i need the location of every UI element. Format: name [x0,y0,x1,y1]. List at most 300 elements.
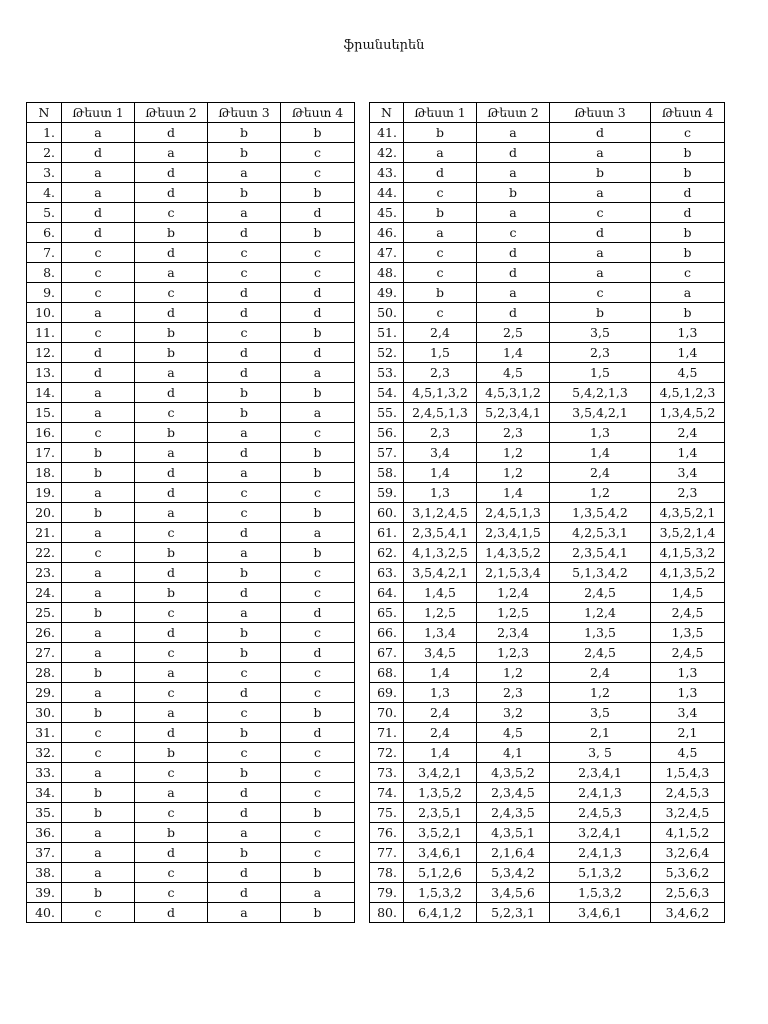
test-1-answer: c [62,423,135,443]
test-4-answer: 1,3 [651,663,725,683]
question-number: 28. [27,663,62,683]
test-4-answer: 1,3,4,5,2 [651,403,725,423]
table-row [27,363,355,383]
test-1-answer: b [62,503,135,523]
table-row [27,863,355,883]
question-number: 50. [370,303,404,323]
test-1-answer: 1,4,5 [404,583,477,603]
table-row [27,183,355,203]
test-1-answer: d [62,203,135,223]
test-4-answer: 3,2,6,4 [651,843,725,863]
table-row [27,903,355,923]
test-3-answer: c [208,503,281,523]
test-1-answer: 1,5,3,2 [404,883,477,903]
test-3-answer: 1,2 [550,483,651,503]
table-row [27,583,355,603]
test-4-answer: 4,5 [651,743,725,763]
test-3-answer: c [550,203,651,223]
test-2-answer: 5,2,3,1 [477,903,550,923]
test-1-answer: c [62,723,135,743]
test-3-answer: a [208,543,281,563]
test-2-answer: b [135,543,208,563]
test-4-answer: b [281,323,355,343]
test-2-answer: c [135,863,208,883]
table-row [370,443,725,463]
test-4-answer: b [281,123,355,143]
test-1-answer: 1,3 [404,483,477,503]
table-row [370,683,725,703]
test-3-answer: 3, 5 [550,743,651,763]
test-1-answer: 5,1,2,6 [404,863,477,883]
test-2-answer: a [135,263,208,283]
test-4-answer: 3,4 [651,463,725,483]
test-4-answer: c [281,483,355,503]
test-4-answer: d [281,283,355,303]
test-4-answer: b [281,863,355,883]
test-3-answer: d [208,803,281,823]
question-number: 52. [370,343,404,363]
test-3-answer: d [208,283,281,303]
test-2-answer: 3,4,5,6 [477,883,550,903]
test-4-answer: b [651,143,725,163]
table-row [27,323,355,343]
table-row [370,663,725,683]
test-2-answer: d [135,163,208,183]
test-2-answer: 4,3,5,2 [477,763,550,783]
question-number: 49. [370,283,404,303]
test-4-answer: c [281,783,355,803]
question-number: 38. [27,863,62,883]
test-2-answer: c [477,223,550,243]
test-2-answer: d [477,303,550,323]
question-number: 19. [27,483,62,503]
table-row [27,543,355,563]
header-test-1: Թեստ 1 [62,103,135,123]
test-4-answer: d [281,303,355,323]
test-3-answer: d [208,363,281,383]
question-number: 74. [370,783,404,803]
test-2-answer: a [135,143,208,163]
test-2-answer: 1,2,5 [477,603,550,623]
table-row [370,843,725,863]
test-3-answer: d [208,223,281,243]
test-3-answer: 3,2,4,1 [550,823,651,843]
test-4-answer: c [281,663,355,683]
question-number: 71. [370,723,404,743]
question-number: 79. [370,883,404,903]
test-4-answer: b [281,223,355,243]
test-1-answer: a [62,563,135,583]
test-1-answer: a [404,143,477,163]
table-row [370,583,725,603]
test-4-answer: c [281,843,355,863]
test-4-answer: 4,1,3,5,2 [651,563,725,583]
test-1-answer: c [404,303,477,323]
test-2-answer: b [135,743,208,763]
test-3-answer: a [208,163,281,183]
question-number: 65. [370,603,404,623]
test-3-answer: 2,4,1,3 [550,783,651,803]
test-3-answer: 1,4 [550,443,651,463]
test-2-answer: c [135,403,208,423]
table-row [27,303,355,323]
question-number: 8. [27,263,62,283]
test-3-answer: d [208,683,281,703]
question-number: 13. [27,363,62,383]
test-2-answer: d [135,183,208,203]
question-number: 2. [27,143,62,163]
table-row [27,563,355,583]
test-3-answer: b [208,643,281,663]
test-3-answer: d [208,783,281,803]
test-1-answer: 1,2,5 [404,603,477,623]
test-2-answer: c [135,763,208,783]
test-1-answer: a [62,823,135,843]
test-1-answer: 1,3,4 [404,623,477,643]
question-number: 9. [27,283,62,303]
test-3-answer: 3,5 [550,703,651,723]
test-4-answer: c [281,163,355,183]
test-4-answer: b [281,703,355,723]
table-row [370,783,725,803]
table-row [27,663,355,683]
test-3-answer: a [208,203,281,223]
table-row [27,123,355,143]
test-1-answer: d [62,343,135,363]
test-2-answer: d [135,463,208,483]
test-3-answer: 2,4,5,3 [550,803,651,823]
test-2-answer: a [477,163,550,183]
test-2-answer: c [135,883,208,903]
test-3-answer: 3,4,6,1 [550,903,651,923]
table-row [370,363,725,383]
question-number: 57. [370,443,404,463]
test-1-answer: b [404,203,477,223]
test-3-answer: c [208,663,281,683]
test-4-answer: 2,4,5 [651,643,725,663]
table-row [370,383,725,403]
question-number: 75. [370,803,404,823]
table-row [27,263,355,283]
header-n: N [370,103,404,123]
test-3-answer: 1,3,5 [550,623,651,643]
test-4-answer: c [281,823,355,843]
table-row [27,823,355,843]
question-number: 14. [27,383,62,403]
question-number: 34. [27,783,62,803]
test-3-answer: 1,3 [550,423,651,443]
table-row [370,883,725,903]
table-row [370,863,725,883]
test-3-answer: 2,3 [550,343,651,363]
question-number: 27. [27,643,62,663]
question-number: 20. [27,503,62,523]
test-1-answer: 3,4 [404,443,477,463]
question-number: 40. [27,903,62,923]
table-row [27,643,355,663]
test-2-answer: b [135,823,208,843]
table-row [370,723,725,743]
test-2-answer: b [135,423,208,443]
test-3-answer: a [550,183,651,203]
table-row [370,823,725,843]
test-1-answer: 3,4,6,1 [404,843,477,863]
header-test-1: Թեստ 1 [404,103,477,123]
header-row [370,103,725,123]
header-test-4: Թեստ 4 [281,103,355,123]
test-4-answer: b [651,163,725,183]
answer-table-left [26,102,355,923]
test-3-answer: d [550,123,651,143]
table-row [370,703,725,723]
test-2-answer: c [135,683,208,703]
table-row [370,123,725,143]
test-4-answer: c [651,123,725,143]
test-2-answer: 1,2 [477,463,550,483]
test-3-answer: 2,4 [550,463,651,483]
test-4-answer: 2,3 [651,483,725,503]
test-2-answer: 2,1,5,3,4 [477,563,550,583]
table-row [27,803,355,823]
question-number: 60. [370,503,404,523]
question-number: 35. [27,803,62,823]
test-2-answer: 2,3,4,5 [477,783,550,803]
test-2-answer: d [477,143,550,163]
page-title: ֆրանսերեն [343,38,425,53]
test-1-answer: c [62,283,135,303]
question-number: 18. [27,463,62,483]
test-1-answer: 1,4 [404,463,477,483]
test-3-answer: 1,3,5,4,2 [550,503,651,523]
question-number: 64. [370,583,404,603]
test-1-answer: a [62,863,135,883]
question-number: 61. [370,523,404,543]
test-2-answer: 1,2 [477,663,550,683]
test-2-answer: c [135,283,208,303]
test-3-answer: 2,4,5 [550,583,651,603]
test-3-answer: a [550,143,651,163]
table-row [27,503,355,523]
test-4-answer: 3,2,4,5 [651,803,725,823]
test-3-answer: 2,4,5 [550,643,651,663]
test-2-answer: b [135,323,208,343]
test-2-answer: a [135,783,208,803]
test-2-answer: a [135,703,208,723]
test-1-answer: 3,4,2,1 [404,763,477,783]
test-4-answer: c [281,683,355,703]
test-4-answer: b [651,303,725,323]
test-2-answer: c [135,803,208,823]
table-row [370,603,725,623]
test-1-answer: a [62,583,135,603]
table-row [27,483,355,503]
table-row [370,323,725,343]
question-number: 68. [370,663,404,683]
test-1-answer: 1,4 [404,663,477,683]
question-number: 73. [370,763,404,783]
test-3-answer: d [208,523,281,543]
table-row [370,203,725,223]
header-n: N [27,103,62,123]
test-4-answer: 1,3 [651,683,725,703]
test-4-answer: c [281,583,355,603]
table-row [370,223,725,243]
test-4-answer: a [651,283,725,303]
test-4-answer: 4,1,5,3,2 [651,543,725,563]
test-3-answer: 4,2,5,3,1 [550,523,651,543]
test-2-answer: d [135,303,208,323]
test-3-answer: c [208,743,281,763]
test-1-answer: a [62,303,135,323]
test-4-answer: a [281,523,355,543]
test-4-answer: d [281,643,355,663]
test-1-answer: 3,4,5 [404,643,477,663]
question-number: 21. [27,523,62,543]
test-2-answer: b [135,223,208,243]
test-2-answer: a [135,663,208,683]
test-4-answer: b [281,383,355,403]
table-row [370,623,725,643]
test-2-answer: 2,1,6,4 [477,843,550,863]
test-4-answer: 4,3,5,2,1 [651,503,725,523]
test-1-answer: 3,1,2,4,5 [404,503,477,523]
test-1-answer: b [404,123,477,143]
test-1-answer: d [62,223,135,243]
test-4-answer: 2,4,5 [651,603,725,623]
test-4-answer: 1,3 [651,323,725,343]
test-1-answer: c [404,263,477,283]
question-number: 67. [370,643,404,663]
test-4-answer: b [281,183,355,203]
question-number: 17. [27,443,62,463]
test-2-answer: d [135,623,208,643]
test-4-answer: b [281,803,355,823]
test-1-answer: c [62,743,135,763]
test-2-answer: 1,4 [477,483,550,503]
question-number: 44. [370,183,404,203]
table-row [370,803,725,823]
question-number: 76. [370,823,404,843]
test-2-answer: 4,5,3,1,2 [477,383,550,403]
table-row [27,283,355,303]
test-3-answer: 2,4 [550,663,651,683]
question-number: 58. [370,463,404,483]
test-4-answer: b [281,903,355,923]
question-number: 39. [27,883,62,903]
test-1-answer: b [404,283,477,303]
test-3-answer: b [208,123,281,143]
test-2-answer: d [135,903,208,923]
test-1-answer: a [62,403,135,423]
test-3-answer: c [208,323,281,343]
test-2-answer: 2,3,4 [477,623,550,643]
test-2-answer: c [135,603,208,623]
test-1-answer: a [62,643,135,663]
test-3-answer: d [208,863,281,883]
test-1-answer: b [62,663,135,683]
table-row [370,643,725,663]
test-3-answer: b [208,763,281,783]
test-1-answer: c [62,903,135,923]
test-2-answer: d [477,263,550,283]
question-number: 53. [370,363,404,383]
test-2-answer: 5,3,4,2 [477,863,550,883]
question-number: 56. [370,423,404,443]
test-1-answer: c [404,183,477,203]
test-2-answer: 2,3,4,1,5 [477,523,550,543]
table-row [27,703,355,723]
question-number: 55. [370,403,404,423]
test-4-answer: d [651,203,725,223]
test-4-answer: d [281,603,355,623]
test-3-answer: 2,3,5,4,1 [550,543,651,563]
test-2-answer: 2,5 [477,323,550,343]
test-1-answer: b [62,463,135,483]
test-3-answer: c [208,263,281,283]
header-test-3: Թեստ 3 [208,103,281,123]
question-number: 23. [27,563,62,583]
test-3-answer: c [208,703,281,723]
test-3-answer: 5,1,3,2 [550,863,651,883]
test-1-answer: 2,4 [404,703,477,723]
question-number: 70. [370,703,404,723]
question-number: 11. [27,323,62,343]
table-row [370,343,725,363]
test-1-answer: c [62,323,135,343]
question-number: 59. [370,483,404,503]
test-1-answer: 6,4,1,2 [404,903,477,923]
test-4-answer: 1,5,4,3 [651,763,725,783]
test-3-answer: b [208,403,281,423]
table-row [27,623,355,643]
table-row [27,843,355,863]
test-2-answer: 4,5 [477,723,550,743]
question-number: 48. [370,263,404,283]
test-3-answer: b [208,623,281,643]
test-1-answer: a [62,183,135,203]
question-number: 46. [370,223,404,243]
question-number: 12. [27,343,62,363]
test-3-answer: d [550,223,651,243]
table-row [370,423,725,443]
test-4-answer: 1,4 [651,343,725,363]
test-1-answer: a [62,623,135,643]
question-number: 37. [27,843,62,863]
table-row [370,403,725,423]
test-1-answer: d [62,143,135,163]
test-3-answer: a [208,423,281,443]
question-number: 36. [27,823,62,843]
test-4-answer: 4,5 [651,363,725,383]
test-3-answer: 3,5 [550,323,651,343]
test-1-answer: c [404,243,477,263]
question-number: 25. [27,603,62,623]
header-row [27,103,355,123]
test-2-answer: d [135,243,208,263]
test-3-answer: b [208,563,281,583]
test-4-answer: a [281,363,355,383]
question-number: 30. [27,703,62,723]
test-4-answer: c [281,243,355,263]
question-number: 72. [370,743,404,763]
test-4-answer: 4,1,5,2 [651,823,725,843]
test-4-answer: c [281,763,355,783]
test-4-answer: 1,4,5 [651,583,725,603]
test-4-answer: b [281,443,355,463]
test-4-answer: a [281,883,355,903]
test-2-answer: b [477,183,550,203]
test-4-answer: c [281,563,355,583]
